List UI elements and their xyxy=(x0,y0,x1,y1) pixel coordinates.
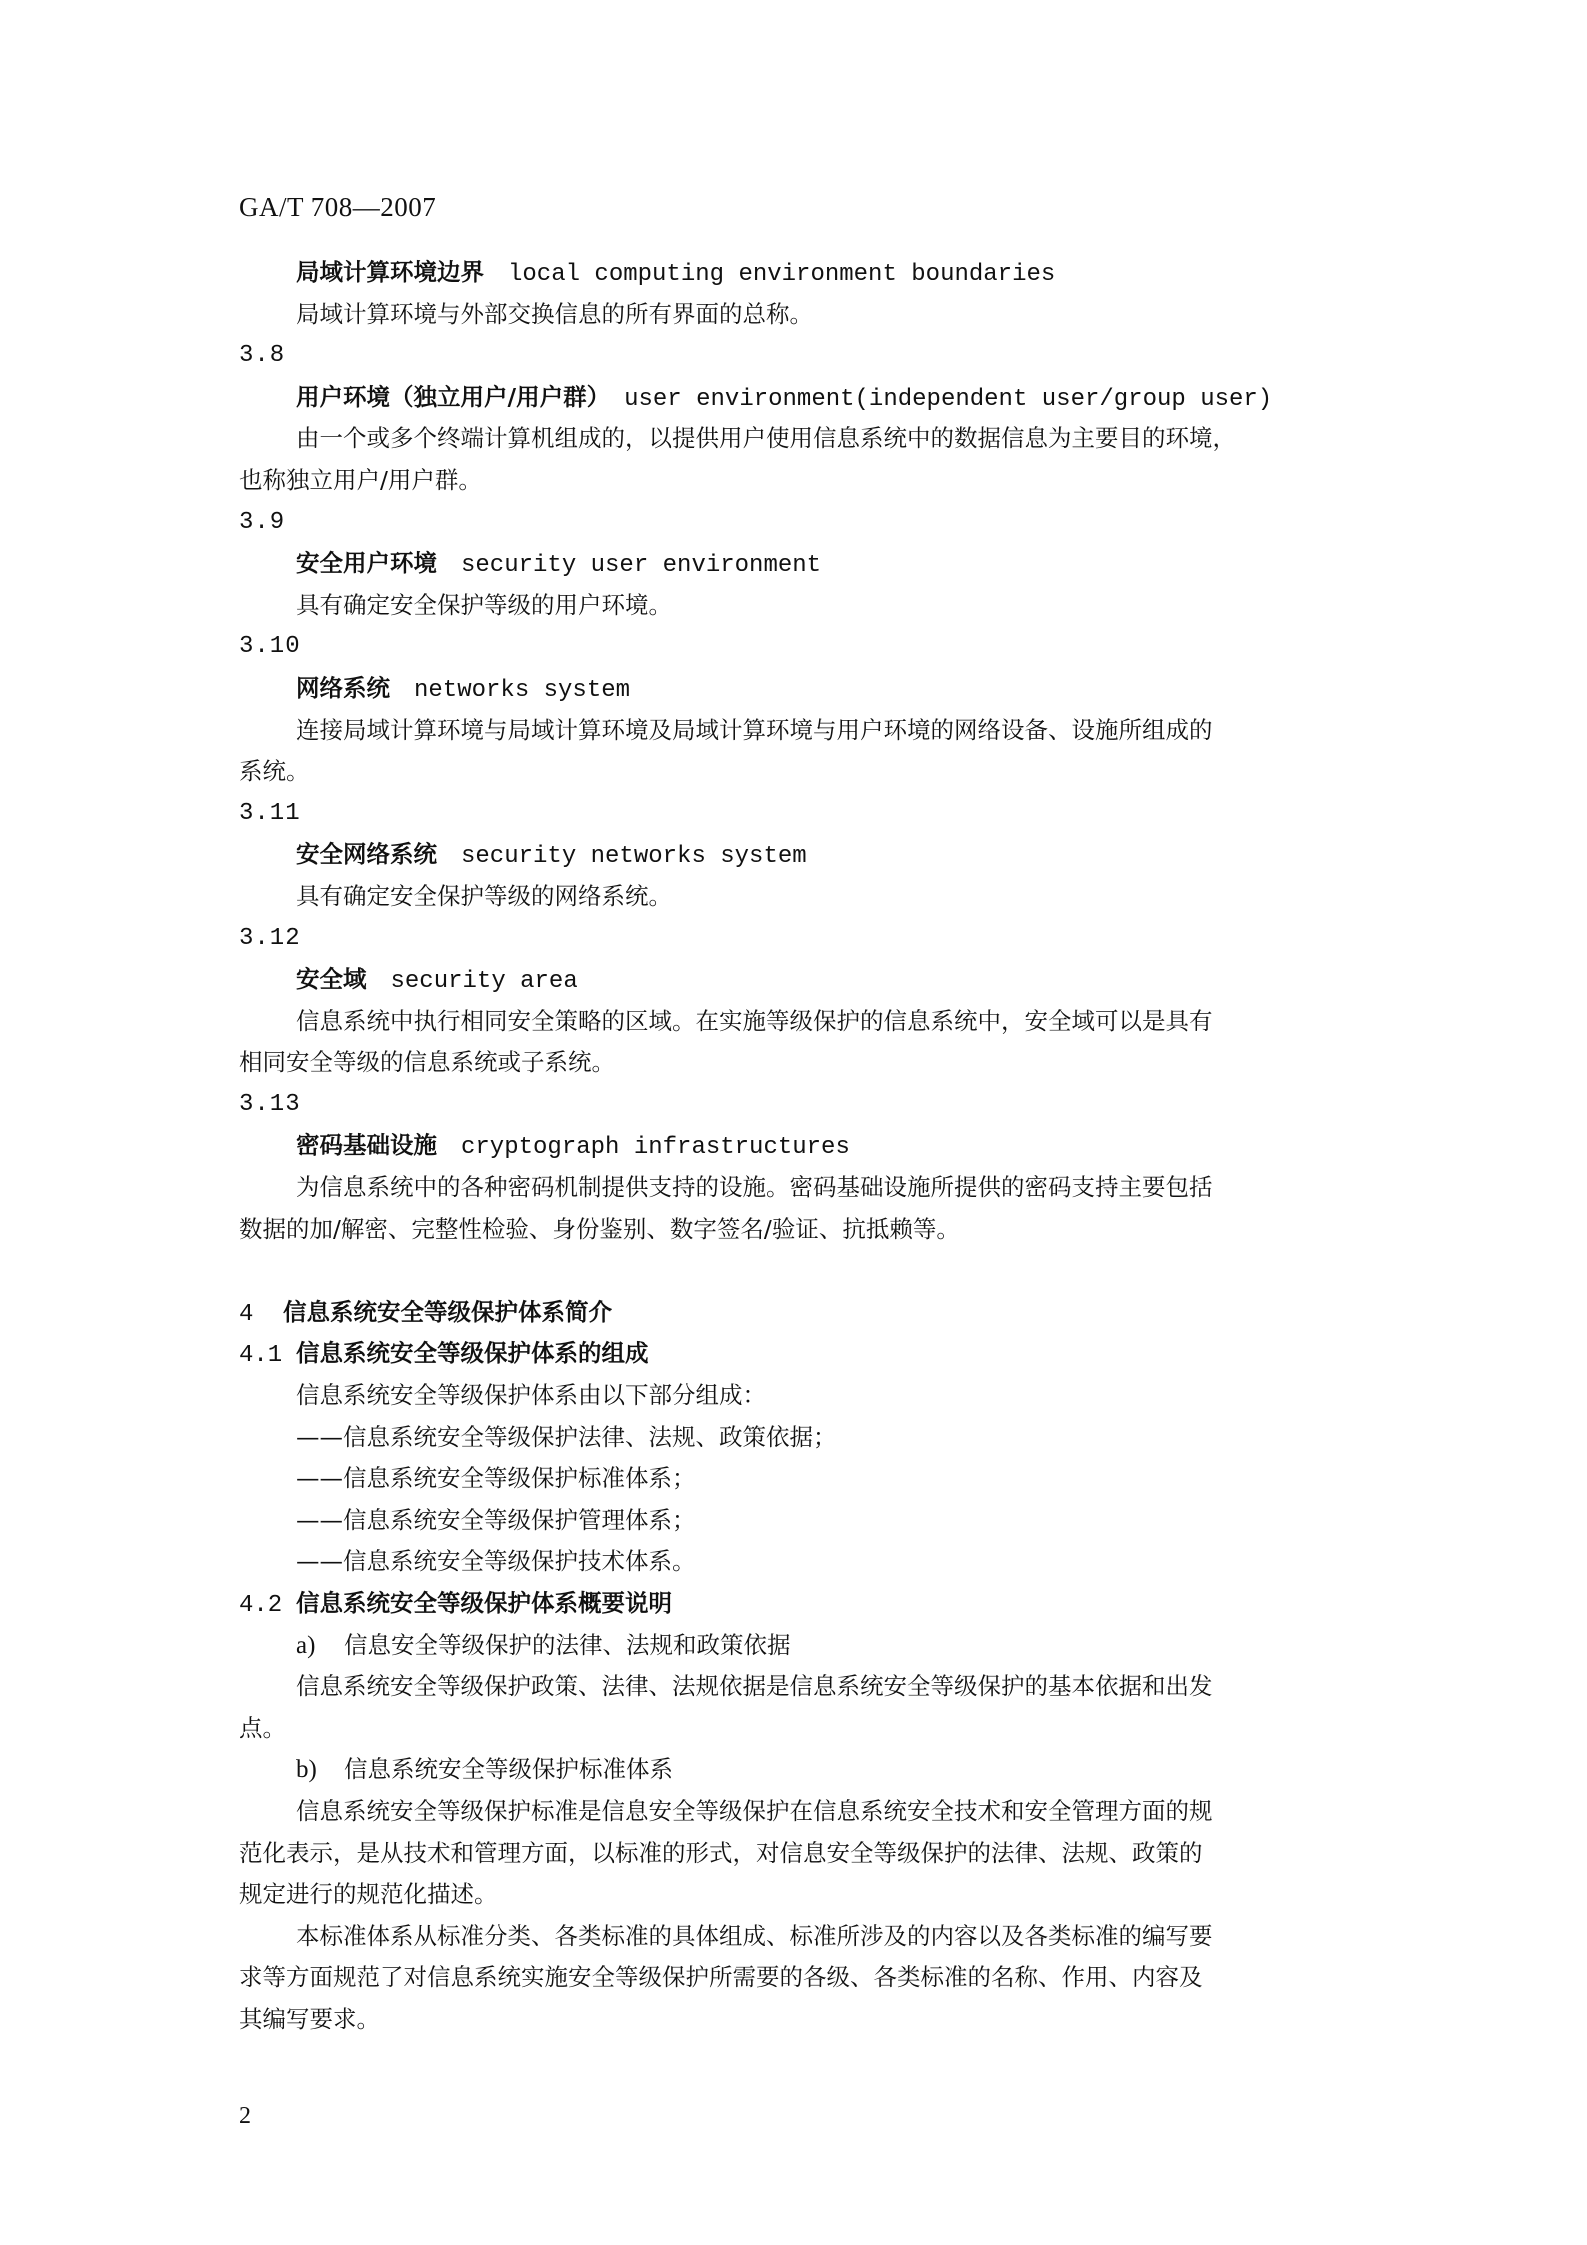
definition-text: 系统。 xyxy=(239,757,310,786)
section-title: 信息系统安全等级保护体系的组成 xyxy=(296,1339,649,1368)
clause-number: 3.9 xyxy=(239,508,286,536)
term-line xyxy=(239,252,1389,294)
subsection-title: 信息安全等级保护的法律、法规和政策依据 xyxy=(344,1630,791,1659)
section-title: 信息系统安全等级保护体系简介 xyxy=(283,1297,612,1326)
list-letter: a) xyxy=(296,1631,316,1659)
term-zh: 密码基础设施 xyxy=(296,1131,437,1160)
section-number: 4 xyxy=(239,1300,254,1328)
definition-text: 也称独立用户/用户群。 xyxy=(239,465,482,494)
list-item: ——信息系统安全等级保护管理体系； xyxy=(296,1505,696,1534)
paragraph-text: 规定进行的规范化描述。 xyxy=(239,1880,498,1909)
subsection-title: 信息系统安全等级保护标准体系 xyxy=(344,1755,673,1784)
definition-text: 数据的加/解密、完整性检验、身份鉴别、数字签名/验证、抗抵赖等。 xyxy=(239,1214,960,1243)
term-en: security networks system xyxy=(461,843,807,871)
definition-text: 相同安全等级的信息系统或子系统。 xyxy=(239,1048,615,1077)
clause-number: 3.12 xyxy=(239,924,301,952)
term-line xyxy=(239,377,1389,419)
term-zh: 安全用户环境 xyxy=(296,549,437,578)
term-en: networks system xyxy=(414,676,631,704)
term-en: user environment(independent user/group user) xyxy=(624,385,1273,413)
definition-text: 信息系统中执行相同安全策略的区域。在实施等级保护的信息系统中，安全域可以是具有 xyxy=(296,1006,1213,1035)
term-zh: 安全域 xyxy=(296,965,367,994)
definition-text: 具有确定安全保护等级的用户环境。 xyxy=(296,590,672,619)
term-line xyxy=(239,543,1389,585)
term-line xyxy=(239,668,1389,710)
section-number: 4.1 xyxy=(239,1342,283,1370)
paragraph-text: 范化表示，是从技术和管理方面，以标准的形式，对信息安全等级保护的法律、法规、政策的 xyxy=(239,1838,1203,1867)
definition-text: 由一个或多个终端计算机组成的，以提供用户使用信息系统中的数据信息为主要目的环境， xyxy=(296,424,1236,453)
definition-text: 连接局域计算环境与局域计算环境及局域计算环境与用户环境的网络设备、设施所组成的 xyxy=(296,715,1213,744)
list-item: ——信息系统安全等级保护法律、法规、政策依据； xyxy=(296,1422,837,1451)
definition-text: 具有确定安全保护等级的网络系统。 xyxy=(296,881,672,910)
clause-number: 3.10 xyxy=(239,633,301,661)
definition-text: 局域计算环境与外部交换信息的所有界面的总称。 xyxy=(296,299,813,328)
definition-text: 为信息系统中的各种密码机制提供支持的设施。密码基础设施所提供的密码支持主要包括 xyxy=(296,1173,1213,1202)
section-heading-4-2 xyxy=(239,1583,1389,1625)
section-heading-4-1 xyxy=(239,1333,1389,1375)
clause-number: 3.13 xyxy=(239,1090,301,1118)
term-line xyxy=(239,834,1389,876)
list-item: ——信息系统安全等级保护标准体系； xyxy=(296,1464,696,1493)
subsection-b xyxy=(239,1749,1389,1791)
term-en: security user environment xyxy=(461,552,822,580)
term-line xyxy=(239,1125,1389,1167)
page-number: 2 xyxy=(239,2103,251,2129)
term-zh: 安全网络系统 xyxy=(296,840,437,869)
document-body xyxy=(239,252,1389,2041)
clause-number: 3.11 xyxy=(239,799,301,827)
clause-number: 3.8 xyxy=(239,342,286,370)
term-en: local computing environment boundaries xyxy=(508,261,1056,288)
paragraph-text: 点。 xyxy=(239,1713,286,1742)
subsection-a xyxy=(239,1625,1389,1667)
paragraph-text: 其编写要求。 xyxy=(239,2004,380,2033)
list-item: ——信息系统安全等级保护技术体系。 xyxy=(296,1547,696,1576)
term-en: security area xyxy=(390,968,578,996)
paragraph-text: 信息系统安全等级保护政策、法律、法规依据是信息系统安全等级保护的基本依据和出发 xyxy=(296,1672,1213,1701)
section-title: 信息系统安全等级保护体系概要说明 xyxy=(296,1589,672,1617)
term-zh: 网络系统 xyxy=(296,673,390,702)
document-id-header: GA/T 708—2007 xyxy=(239,192,437,222)
term-line xyxy=(239,959,1389,1001)
section-number: 4.2 xyxy=(239,1592,283,1619)
section-spacer xyxy=(239,1250,1389,1292)
paragraph-text: 信息系统安全等级保护体系由以下部分组成： xyxy=(296,1381,766,1410)
list-letter: b) xyxy=(296,1756,317,1784)
section-heading-4 xyxy=(239,1292,1389,1334)
term-zh: 用户环境（独立用户/用户群） xyxy=(296,382,611,411)
term-en: cryptograph infrastructures xyxy=(461,1134,850,1162)
term-zh: 局域计算环境边界 xyxy=(296,258,484,286)
paragraph-text: 信息系统安全等级保护标准是信息安全等级保护在信息系统安全技术和安全管理方面的规 xyxy=(296,1796,1213,1825)
paragraph-text: 求等方面规范了对信息系统实施安全等级保护所需要的各级、各类标准的名称、作用、内容及 xyxy=(239,1963,1203,1992)
paragraph-text: 本标准体系从标准分类、各类标准的具体组成、标准所涉及的内容以及各类标准的编写要 xyxy=(296,1921,1213,1950)
